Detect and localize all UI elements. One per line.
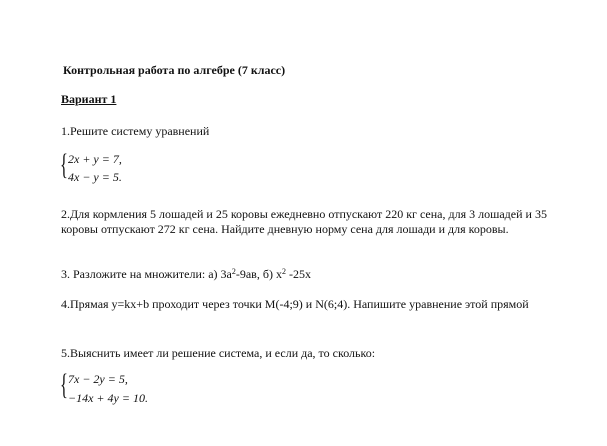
q3-middle: -9ав, б) х xyxy=(235,267,282,281)
q5-equation-2: −14x + 4y = 10. xyxy=(68,391,148,405)
q1-equation-1: 2x + y = 7, xyxy=(68,152,122,166)
q5-equation-1: 7x − 2y = 5, xyxy=(68,372,128,386)
question-5-text: 5.Выяснить имеет ли решение система, и если да, то сколько: xyxy=(61,346,376,360)
question-1-system xyxy=(60,148,180,188)
question-3-text xyxy=(61,267,311,282)
q1-equation-2: 4x − y = 5. xyxy=(68,170,122,184)
brace-icon: { xyxy=(60,148,68,181)
page-title: Контрольная работа по алгебре (7 класс) xyxy=(63,63,286,77)
q3-exponent-2: 2 xyxy=(281,267,286,276)
question-1-text: 1.Решите систему уравнений xyxy=(61,124,210,138)
q3-exponent-1: 2 xyxy=(231,267,236,276)
q3-suffix: -25х xyxy=(285,267,311,281)
question-5-system xyxy=(60,368,200,408)
q3-prefix: 3. Разложите на множители: а) 3а xyxy=(61,267,232,281)
brace-icon: { xyxy=(60,368,68,401)
question-2-text: 2.Для кормления 5 лошадей и 25 коровы ежедневно отпускают 220 кг сена, для 3 лошадей и 35 коровы отпускают 272 кг сена. Найдите дневную норму сена для лошади и для коровы. xyxy=(61,207,547,236)
question-4-text: 4.Прямая y=kx+b проходит через точки М(-4;9) и N(6;4). Напишите уравнение этой прямой xyxy=(61,297,529,311)
variant-heading: Вариант 1 xyxy=(61,92,117,106)
